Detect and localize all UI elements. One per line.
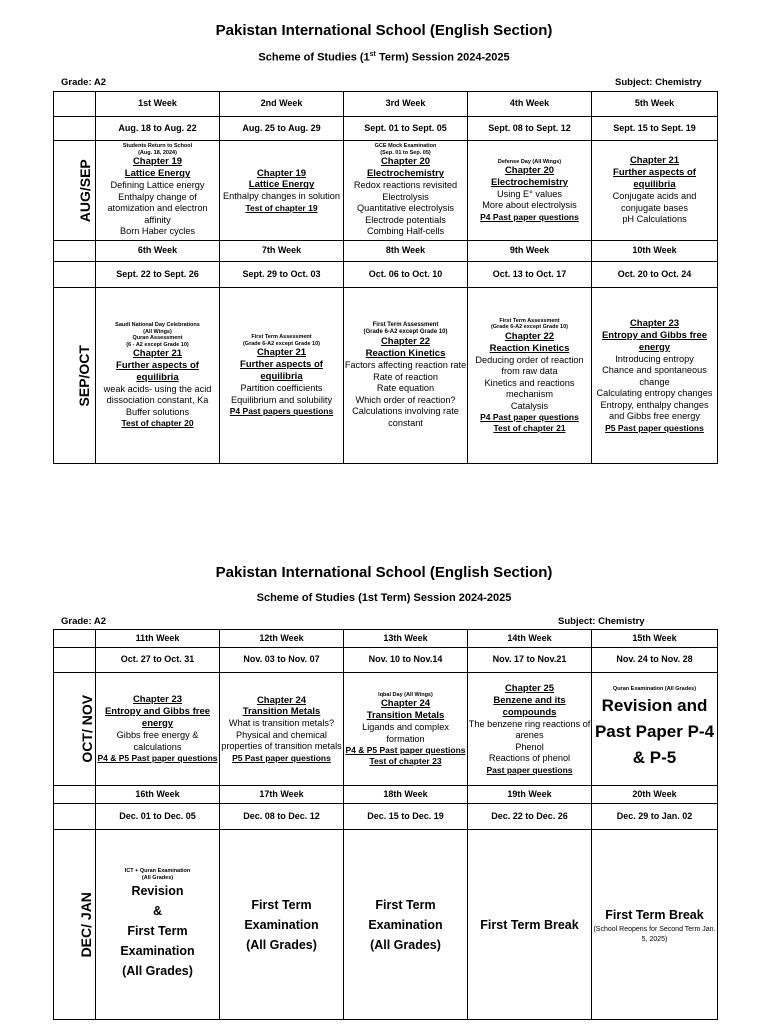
- week-content-cell: [344, 288, 468, 464]
- content-chap: Chapter 22: [504, 330, 555, 342]
- week-content-cell: [96, 673, 220, 786]
- date-range: Oct. 06 to Oct. 10: [344, 262, 468, 288]
- content-line: Electrode potentials: [365, 214, 446, 225]
- content-sub: Electrochemistry: [490, 176, 569, 188]
- week-row: [54, 786, 718, 804]
- content-note: (All Grades): [141, 874, 174, 881]
- week-row: [54, 630, 718, 648]
- content-sub: Transition Metals: [242, 706, 321, 718]
- week-header: 20th Week: [592, 786, 718, 804]
- content-note: Saudi National Day Celebrations: [115, 321, 200, 328]
- date-range: Nov. 03 to Nov. 07: [220, 648, 344, 673]
- content-line: Combing Half-cells: [366, 226, 445, 237]
- date-range: Oct. 13 to Oct. 17: [468, 262, 592, 288]
- week-header: 9th Week: [468, 241, 592, 262]
- content-note: First Term Assessment: [499, 317, 560, 324]
- month-label: OCT/ NOV: [79, 695, 96, 763]
- content-note: Iqbal Day (All Wings): [378, 691, 433, 698]
- content-note: (Aug. 18, 2024): [138, 149, 177, 156]
- subject-label-2: Subject: Chemistry: [558, 616, 645, 627]
- date-row: [54, 804, 718, 830]
- content-line: Conjugate acids and conjugate bases: [612, 191, 697, 213]
- page-title-2: Pakistan International School (English Section): [215, 564, 553, 581]
- content-note-sm: First Term Assessment: [372, 321, 439, 328]
- date-range: Dec. 15 to Dec. 19: [344, 804, 468, 830]
- month-label: AUG/SEP: [76, 158, 93, 223]
- content-chap: Chapter 23: [629, 317, 680, 329]
- content-sub: Further aspects of equilibria: [116, 360, 199, 384]
- week-content-cell: [592, 288, 718, 464]
- content-pp: Past paper questions: [486, 764, 573, 775]
- content-chap: Chapter 21: [132, 348, 183, 360]
- content-mid: First Term Break: [605, 908, 704, 923]
- week-header: 10th Week: [592, 241, 718, 262]
- date-range: Sept. 15 to Sept. 19: [592, 117, 718, 141]
- week-content-cell: [468, 288, 592, 464]
- content-line: pH Calculations: [622, 214, 687, 225]
- week-header: 15th Week: [592, 630, 718, 648]
- content-pp: Test of chapter 21: [493, 422, 566, 433]
- date-range: Dec. 08 to Dec. 12: [220, 804, 344, 830]
- month-cell: [54, 830, 96, 1020]
- content-sub: Lattice Energy: [124, 168, 191, 180]
- content-chap: Chapter 24: [256, 694, 307, 706]
- content-note: First Term Assessment: [251, 334, 312, 341]
- content-note: (Grade 6-A2 except Grade 10): [490, 324, 569, 331]
- content-line: Ligands and complex formation: [362, 722, 449, 744]
- week-content-cell: [96, 830, 220, 1020]
- week-header: 17th Week: [220, 786, 344, 804]
- content-line: Defining Lattice energy: [110, 180, 205, 191]
- content-pp: P4 Past paper questions: [480, 412, 579, 423]
- week-row: [54, 241, 718, 262]
- content-mid: (All Grades): [122, 964, 193, 979]
- content-row: [54, 830, 718, 1020]
- content-pp: Test of chapter 23: [369, 755, 442, 766]
- content-chap: Chapter 25: [504, 682, 555, 694]
- month-label: DEC/ JAN: [77, 891, 94, 958]
- page-title: Pakistan International School (English Section): [215, 22, 553, 39]
- content-chap: Chapter 23: [132, 694, 183, 706]
- content-line: Which order of reaction?: [355, 394, 456, 405]
- date-range: Sept. 08 to Sept. 12: [468, 117, 592, 141]
- content-mid: First Term Examination: [120, 924, 195, 959]
- content-line: Rate equation: [376, 383, 435, 394]
- content-chap: Chapter 19: [132, 156, 183, 168]
- week-content-cell: [220, 830, 344, 1020]
- week-header: 3rd Week: [344, 92, 468, 117]
- content-chap: Chapter 20: [504, 165, 555, 177]
- month-cell: [54, 241, 96, 262]
- content-tiny: (School Reopens for Second Term Jan. 5, 2025): [593, 926, 716, 943]
- week-header: 8th Week: [344, 241, 468, 262]
- content-line: Quantitative electrolysis: [356, 203, 455, 214]
- content-mid: First Term Examination: [244, 897, 319, 932]
- date-range: Dec. 29 to Jan. 02: [592, 804, 718, 830]
- content-sub: Reaction Kinetics: [489, 342, 570, 354]
- date-range: Oct. 20 to Oct. 24: [592, 262, 718, 288]
- date-range: Dec. 22 to Dec. 26: [468, 804, 592, 830]
- date-range: Sept. 29 to Oct. 03: [220, 262, 344, 288]
- content-line: Catalysis: [510, 400, 549, 411]
- week-content-cell: [468, 673, 592, 786]
- content-sub: Transition Metals: [366, 710, 445, 722]
- content-chap: Chapter 22: [380, 336, 431, 348]
- month-cell: [54, 288, 96, 464]
- week-header: 18th Week: [344, 786, 468, 804]
- week-header: 14th Week: [468, 630, 592, 648]
- date-row: [54, 648, 718, 673]
- week-header: 1st Week: [96, 92, 220, 117]
- content-mid: (All Grades): [246, 937, 317, 952]
- content-note: (Sep. 01 to Sep. 05): [380, 149, 431, 156]
- grade-label-2: Grade: A2: [61, 616, 107, 627]
- content-big: Revision and Past Paper P-4 & P-5: [594, 695, 715, 768]
- month-cell: [54, 630, 96, 648]
- content-line: Kinetics and reactions mechanism: [484, 377, 575, 400]
- content-line: Introducing entropy: [615, 353, 694, 364]
- content-pp: P4 & P5 Past paper questions: [345, 745, 466, 756]
- date-range: Nov. 17 to Nov.21: [468, 648, 592, 673]
- week-row: [54, 92, 718, 117]
- week-header: 5th Week: [592, 92, 718, 117]
- week-header: 19th Week: [468, 786, 592, 804]
- content-pp: P4 & P5 Past paper questions: [97, 753, 218, 763]
- page-subtitle-2: Scheme of Studies (1st Term) Session 2024-2025: [256, 592, 512, 604]
- content-sub: Entropy and Gibbs free energy: [601, 329, 708, 353]
- content-chap: Chapter 21: [256, 347, 307, 359]
- week-header: 2nd Week: [220, 92, 344, 117]
- content-row: [54, 673, 718, 786]
- content-line: Electrolysis: [382, 191, 429, 202]
- week-header: 16th Week: [96, 786, 220, 804]
- date-range: Sept. 01 to Sept. 05: [344, 117, 468, 141]
- content-line: Enthalpy changes in solution: [223, 191, 340, 202]
- week-header: 7th Week: [220, 241, 344, 262]
- content-line: Born Haber cycles: [119, 226, 196, 237]
- content-line: weak acids- using the acid dissociation constant, Ka: [103, 383, 212, 406]
- content-chap: Chapter 19: [256, 167, 307, 179]
- week-content-cell: [468, 141, 592, 241]
- content-pp: Test of chapter 20: [121, 418, 194, 429]
- week-content-cell: [344, 673, 468, 786]
- content-pp: Test of chapter 19: [245, 202, 318, 213]
- content-sub: Reaction Kinetics: [365, 348, 446, 360]
- week-header: 11th Week: [96, 630, 220, 648]
- content-note: Students Return to School: [122, 143, 193, 150]
- week-header: 13th Week: [344, 630, 468, 648]
- content-line: Factors affecting reaction rate: [344, 360, 467, 371]
- month-cell: [54, 92, 96, 117]
- date-row: [54, 117, 718, 141]
- content-line: Calculations involving rate constant: [352, 406, 459, 428]
- content-line: Redox reactions revisited: [353, 180, 458, 191]
- content-mid: First Term Examination: [368, 897, 443, 932]
- subtitle-text: Scheme of Studies (1: [258, 51, 370, 64]
- week-content-cell: [344, 141, 468, 241]
- content-line: Using E° values: [497, 188, 562, 199]
- page-subtitle: [0, 51, 768, 64]
- content-pp: P5 Past paper questions: [232, 752, 331, 763]
- content-line: Rate of reaction: [373, 371, 438, 382]
- week-content-cell: [344, 830, 468, 1020]
- week-content-cell: [96, 141, 220, 241]
- content-line: Chance and spontaneous change: [602, 365, 707, 387]
- content-sub: Further aspects of equilibria: [240, 359, 323, 383]
- content-mid: &: [152, 904, 163, 919]
- content-note: Quran Examination (All Grades): [612, 686, 697, 693]
- schedule-table-1: [53, 91, 718, 464]
- content-line: Physical and chemical properties of transition metals: [221, 729, 342, 752]
- content-line: Calculating entropy changes Entropy, enthalpy changes and Gibbs free energy: [596, 388, 713, 421]
- content-note: (Grade 6-A2 except Grade 10): [242, 340, 321, 347]
- week-content-cell: [468, 830, 592, 1020]
- schedule-table-2: [53, 629, 718, 1020]
- content-line: Gibbs free energy & calculations: [116, 730, 199, 752]
- content-sub: Electrochemistry: [366, 168, 445, 180]
- month-label: SEP/OCT: [75, 344, 92, 407]
- month-cell: [54, 648, 96, 673]
- date-range: Dec. 01 to Dec. 05: [96, 804, 220, 830]
- grade-label: Grade: A2: [61, 77, 107, 88]
- content-sub: Lattice Energy: [248, 179, 315, 191]
- content-pp: P4 Past papers questions: [229, 406, 334, 417]
- week-header: 12th Week: [220, 630, 344, 648]
- week-content-cell: [220, 288, 344, 464]
- content-line: More about electrolysis: [482, 200, 577, 211]
- content-note: Quran Assessment: [132, 335, 183, 342]
- content-line: Deducing order of reaction from raw data: [475, 354, 584, 377]
- date-range: Aug. 18 to Aug. 22: [96, 117, 220, 141]
- content-sub: Entropy and Gibbs free energy: [104, 706, 211, 730]
- content-line: The benzene ring reactions of arenes: [468, 718, 591, 740]
- content-mid: (All Grades): [370, 937, 441, 952]
- content-note: ICT + Quran Examination: [124, 867, 191, 874]
- date-range: Oct. 27 to Oct. 31: [96, 648, 220, 673]
- content-note: GCE Mock Examination: [374, 143, 437, 150]
- content-line: What is transition metals?: [228, 718, 335, 729]
- content-chap: Chapter 20: [380, 156, 431, 168]
- date-range: Nov. 10 to Nov.14: [344, 648, 468, 673]
- content-sub: Further aspects of equilibria: [613, 167, 696, 191]
- content-line: Buffer solutions: [125, 406, 190, 417]
- content-pp: P5 Past paper questions: [605, 422, 704, 433]
- month-cell: [54, 786, 96, 804]
- content-line: Enthalpy change of atomization and electron affinity: [107, 191, 208, 225]
- month-cell: [54, 262, 96, 288]
- week-header: 4th Week: [468, 92, 592, 117]
- week-content-cell: [96, 288, 220, 464]
- content-line: Equilibrium and solubility: [230, 394, 333, 405]
- content-note: (6 - A2 except Grade 10): [126, 341, 189, 348]
- date-row: [54, 262, 718, 288]
- content-mid: Revision: [131, 884, 184, 899]
- month-cell: [54, 141, 96, 241]
- subject-label: Subject: Chemistry: [615, 77, 702, 88]
- content-note-sm: (Grade 6-A2 except Grade 10): [363, 329, 448, 336]
- month-cell: [54, 673, 96, 786]
- week-content-cell: [220, 141, 344, 241]
- content-line: Phenol: [515, 741, 544, 752]
- content-row: [54, 141, 718, 241]
- content-sub: Benzene and its compounds: [493, 694, 566, 718]
- week-content-cell: [592, 830, 718, 1020]
- content-chap: Chapter 24: [380, 698, 431, 710]
- month-cell: [54, 117, 96, 141]
- date-range: Nov. 24 to Nov. 28: [592, 648, 718, 673]
- month-cell: [54, 804, 96, 830]
- week-header: 6th Week: [96, 241, 220, 262]
- content-pp: P4 Past paper questions: [480, 211, 579, 222]
- date-range: Sept. 22 to Sept. 26: [96, 262, 220, 288]
- content-note: (All Wings): [143, 328, 172, 335]
- content-note: Defense Day (All Wings): [497, 158, 562, 165]
- content-chap: Chapter 21: [629, 155, 680, 167]
- subtitle-text-end: Term) Session 2024-2025: [375, 51, 510, 64]
- content-row: [54, 288, 718, 464]
- content-mid: First Term Break: [480, 917, 579, 932]
- week-content-cell: [592, 673, 718, 786]
- subtitle-sup: st: [369, 51, 376, 58]
- content-line: Reactions of phenol: [488, 753, 571, 763]
- date-range: Aug. 25 to Aug. 29: [220, 117, 344, 141]
- content-line: Partition coefficients: [240, 383, 323, 394]
- week-content-cell: [220, 673, 344, 786]
- week-content-cell: [592, 141, 718, 241]
